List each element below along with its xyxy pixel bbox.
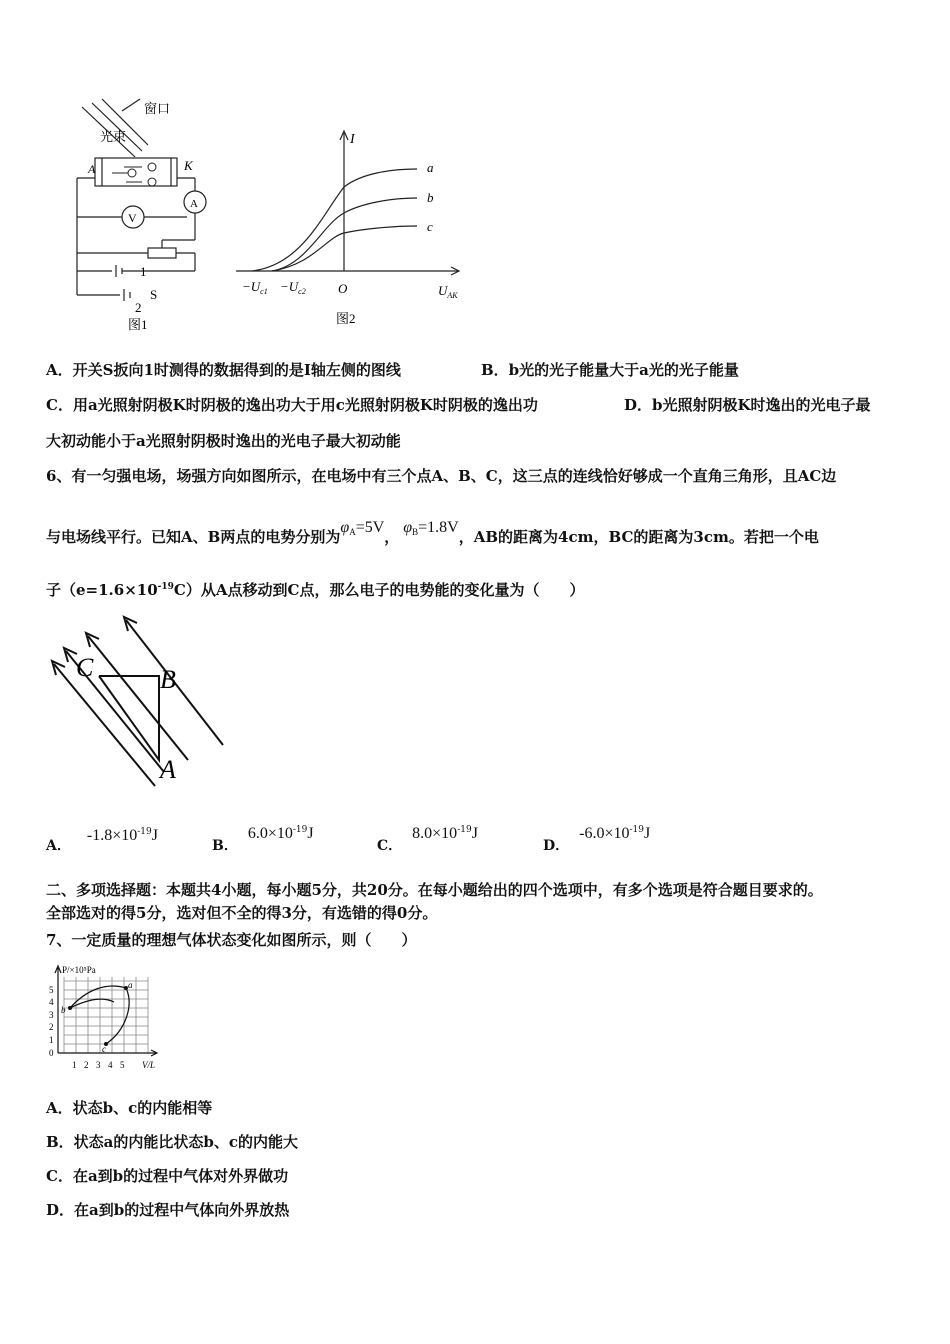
window-label: 窗口 bbox=[144, 101, 171, 116]
q6-stem-line1: 6、有一匀强电场，场强方向如图所示，在电场中有三个点A、B、C，这三点的连线恰好够成一个直角三角形，且AC边 bbox=[46, 467, 837, 485]
q6-option-a: A．$-1.8\times 10^{-19}J$ bbox=[46, 827, 158, 854]
i-axis-label: I bbox=[350, 132, 355, 147]
anode-label: A bbox=[88, 162, 96, 176]
beam-label: 光束 bbox=[100, 129, 127, 144]
pv-xtick-2: 2 bbox=[84, 1060, 89, 1070]
pv-ytick-3: 3 bbox=[49, 1010, 54, 1020]
point-c-label: C bbox=[76, 653, 94, 682]
switch-pos-1: 1 bbox=[140, 264, 147, 279]
q5-option-b: B．b光的光子能量大于a光的光子能量 bbox=[481, 361, 739, 379]
figure-2-iu-graph bbox=[232, 125, 472, 335]
uc2-label: $-U_{c2}$ bbox=[280, 279, 306, 296]
point-b-label: B bbox=[160, 665, 176, 694]
state-a-label: a bbox=[128, 980, 133, 990]
uc1-label: $-U_{c1}$ bbox=[242, 279, 268, 296]
q6-field-figure bbox=[48, 612, 233, 787]
q6-option-b: B．$6.0\times 10^{-19}J$ bbox=[212, 825, 314, 854]
uak-axis-label: $U_{AK}$ bbox=[438, 283, 458, 300]
q7-option-b: B．状态a的内能比状态b、c的内能大 bbox=[46, 1133, 299, 1151]
q5-option-a: A．开关S扳向1时测得的数据得到的是I轴左侧的图线 bbox=[46, 361, 401, 379]
switch-pos-2: 2 bbox=[135, 300, 142, 315]
figure-1-caption: 图1 bbox=[128, 317, 148, 332]
voltmeter-label: V bbox=[128, 211, 137, 225]
cathode-label: K bbox=[184, 158, 193, 173]
point-a-label: A bbox=[160, 755, 176, 784]
q5-option-d-line2: 大初动能小于a光照射阴极时逸出的光电子最大初动能 bbox=[46, 432, 401, 450]
state-c-label: c bbox=[102, 1044, 106, 1054]
state-b-label: b bbox=[61, 1005, 66, 1015]
curve-b-label: b bbox=[427, 190, 434, 205]
q6-stem-line2: 与电场线平行。已知A、B两点的电势分别为$\varphi_A=5V$， $\varphi_B=1.8V$，AB的距离为4cm，BC的距离为3cm。若把一个电 bbox=[46, 519, 819, 546]
origin-label: O bbox=[338, 281, 348, 296]
section-2-heading-line2: 全部选对的得5分，选对但不全的得3分，有选错的得0分。 bbox=[46, 904, 438, 922]
ammeter-label: A bbox=[190, 198, 198, 210]
figure-2-caption: 图2 bbox=[336, 311, 356, 326]
q5-option-c: C．用a光照射阴极K时阴极的逸出功大于用c光照射阴极K时阴极的逸出功 bbox=[46, 396, 538, 414]
q6-option-c: C．$8.0\times 10^{-19}J$ bbox=[377, 825, 478, 854]
q7-option-d: D．在a到b的过程中气体向外界放热 bbox=[46, 1201, 290, 1219]
pv-ytick-1: 1 bbox=[49, 1035, 54, 1045]
pv-y-axis-label: P/×10⁵Pa bbox=[62, 965, 96, 975]
q6-stem-line3: 子$(e=1.6\times 10^{-19}C)$从A点移动到C点，那么电子的电势能的变化量为（ ） bbox=[46, 581, 585, 599]
q7-pv-graph bbox=[46, 960, 176, 1075]
pv-xtick-1: 1 bbox=[72, 1060, 77, 1070]
pv-ytick-5: 5 bbox=[49, 985, 54, 995]
pv-ytick-0: 0 bbox=[49, 1048, 54, 1058]
pv-xtick-3: 3 bbox=[96, 1060, 101, 1070]
q6-option-d: D．$-6.0\times 10^{-19}J$ bbox=[543, 825, 651, 854]
curve-c-label: c bbox=[427, 219, 433, 234]
figure-1-circuit bbox=[40, 95, 220, 340]
pv-xtick-4: 4 bbox=[108, 1060, 113, 1070]
q7-option-c: C．在a到b的过程中气体对外界做功 bbox=[46, 1167, 289, 1185]
section-2-heading-line1: 二、多项选择题：本题共4小题，每小题5分，共20分。在每小题给出的四个选项中，有多个选项是符合题目要求的。 bbox=[46, 881, 823, 899]
pv-ytick-2: 2 bbox=[49, 1022, 54, 1032]
pv-xtick-5: 5 bbox=[120, 1060, 125, 1070]
q7-stem: 7、一定质量的理想气体状态变化如图所示，则（ ） bbox=[46, 931, 417, 949]
pv-ytick-4: 4 bbox=[49, 997, 54, 1007]
switch-label: S bbox=[150, 287, 158, 302]
curve-a-label: a bbox=[427, 160, 434, 175]
q7-option-a: A．状态b、c的内能相等 bbox=[46, 1099, 213, 1117]
q5-option-d-line1: D．b光照射阴极K时逸出的光电子最 bbox=[624, 396, 871, 414]
pv-x-axis-label: V/L bbox=[142, 1060, 156, 1070]
